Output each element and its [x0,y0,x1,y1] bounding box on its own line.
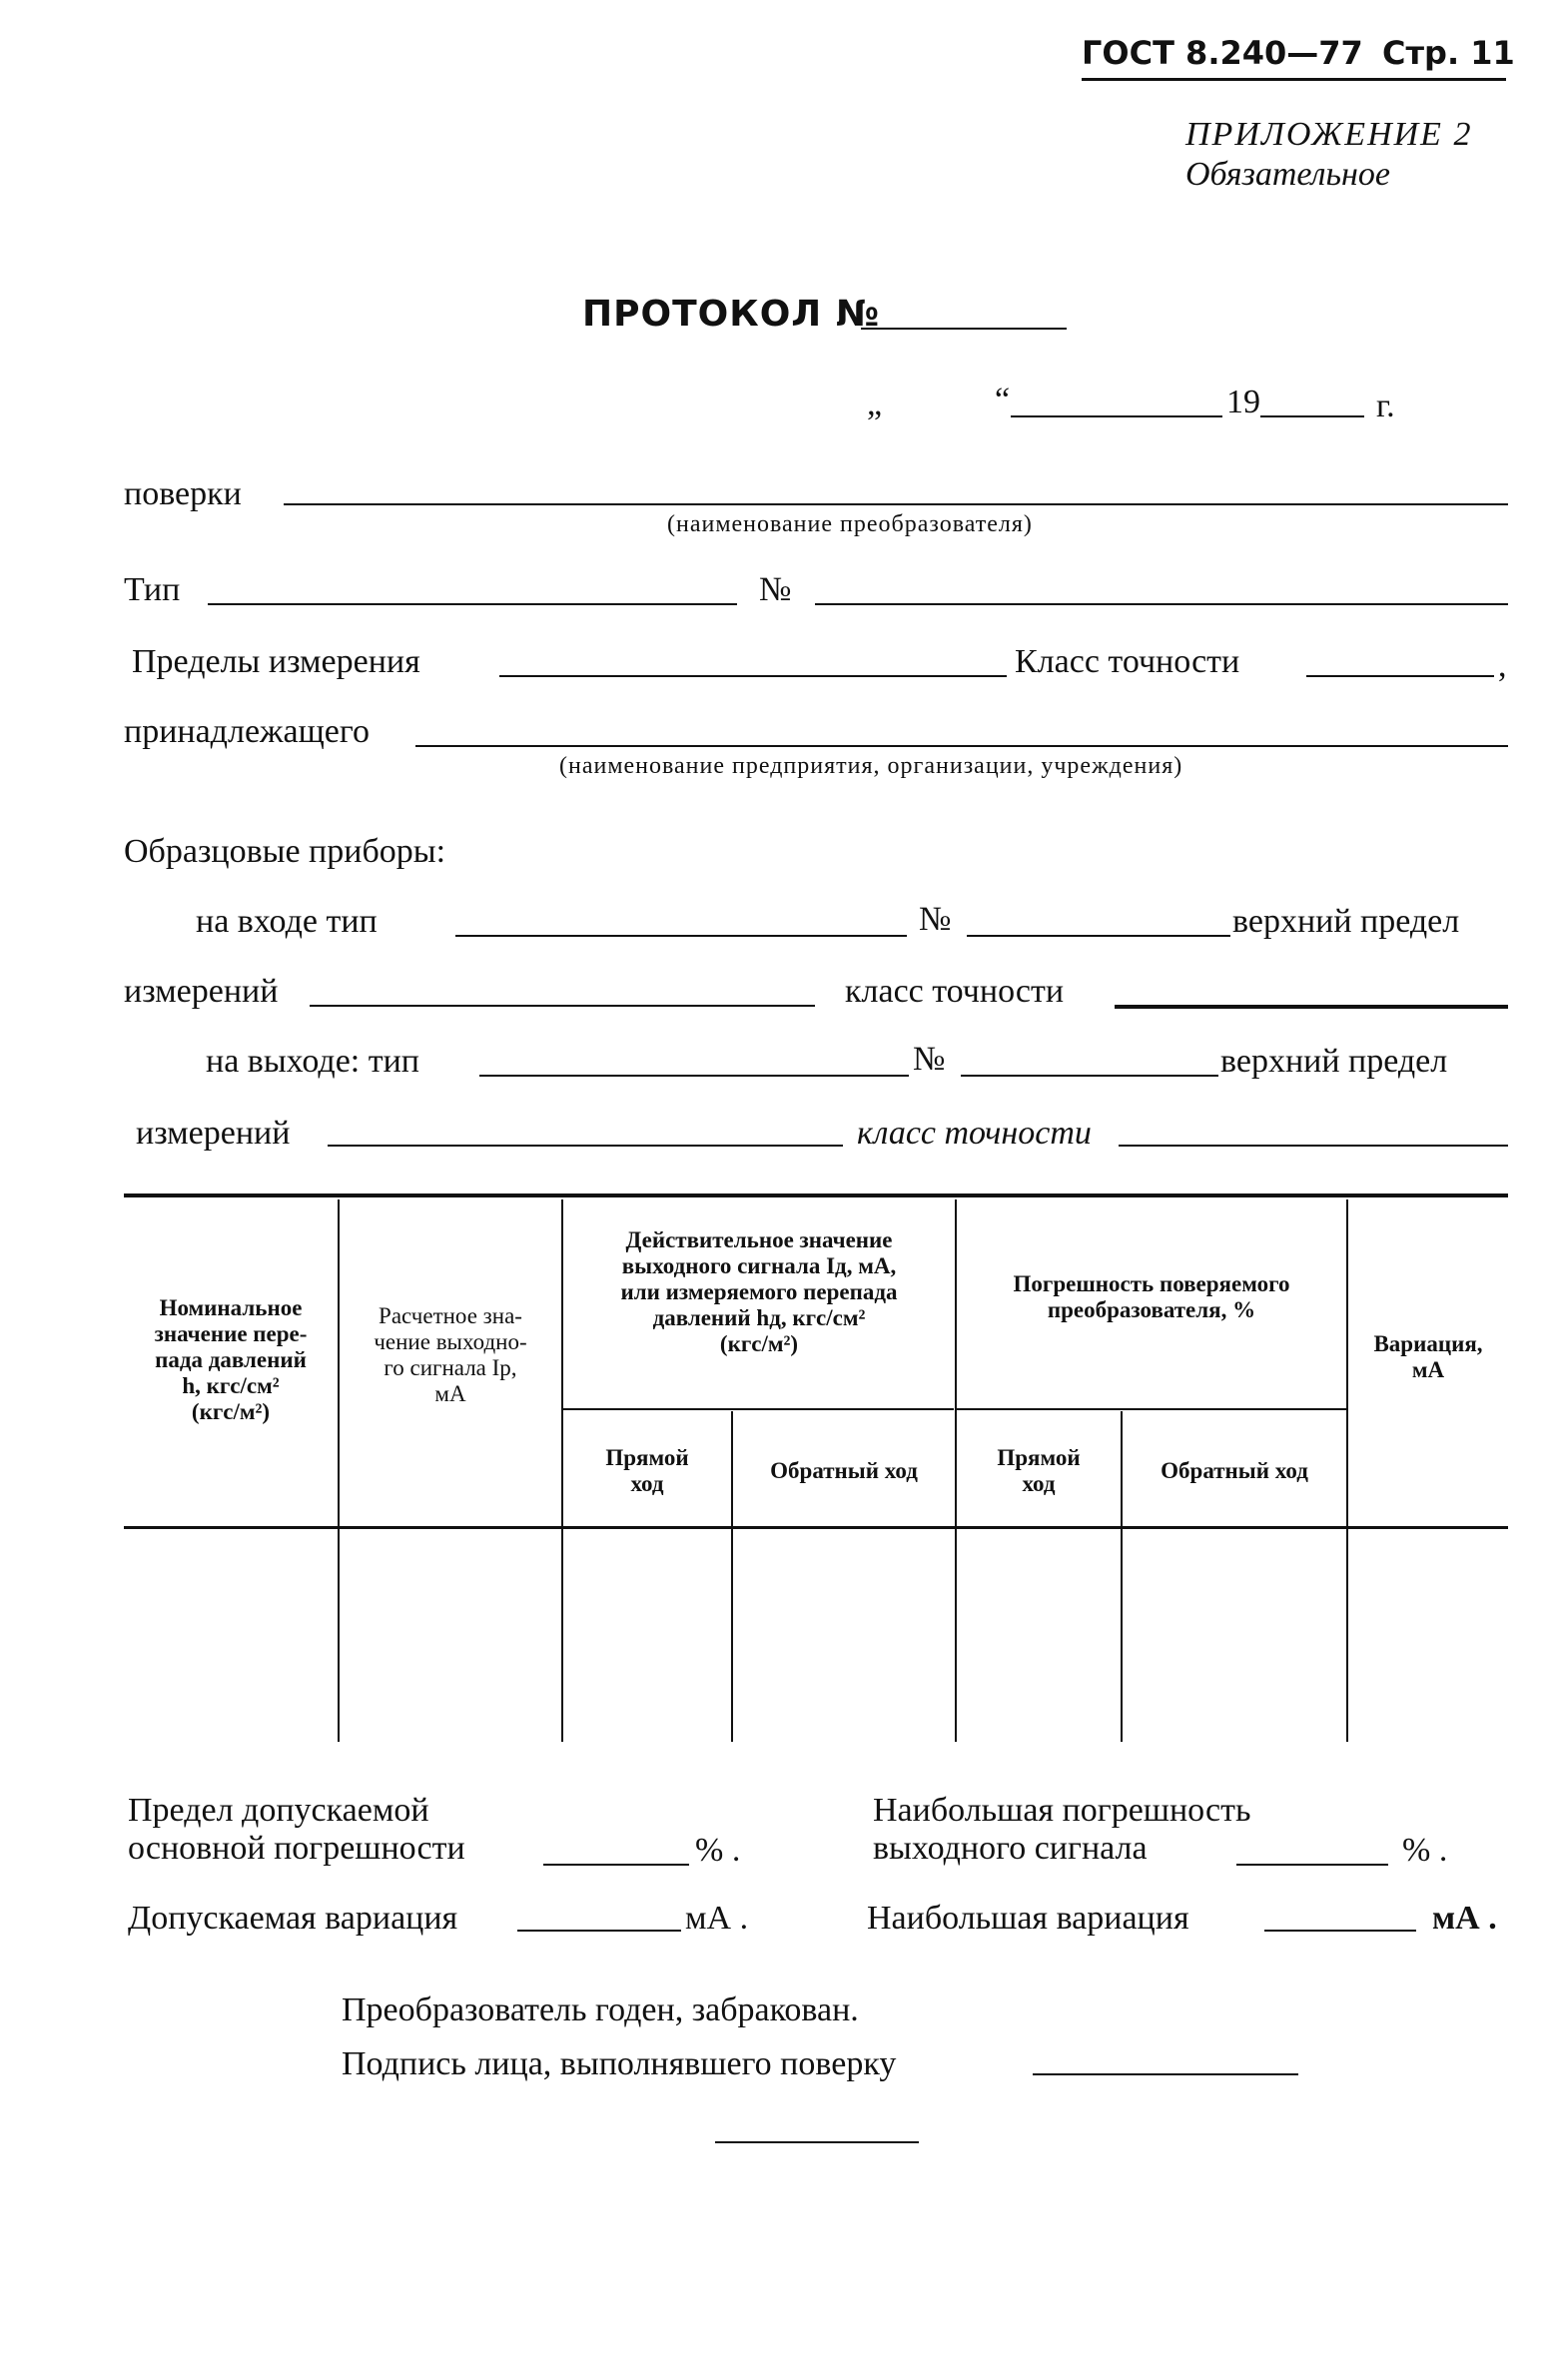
label-upper-limit-1: верхний предел [1232,903,1460,940]
percent-2: % . [1402,1832,1448,1869]
percent-1: % . [695,1832,741,1869]
label-allowed-error-1: Предел допускаемой [128,1792,429,1829]
protocol-title: ПРОТОКОЛ № [582,294,881,335]
date-year-suffix: г. [1376,388,1395,424]
ma-2: мА . [1432,1900,1497,1937]
label-poverki: поверки [124,475,242,512]
col-error-forward-header: Прямой ход [997,1445,1081,1496]
limits-field[interactable] [499,675,1007,677]
label-reference-devices: Образцовые приборы: [124,833,446,870]
table-top-rule [124,1193,1508,1197]
label-belonging: принадлежащего [124,713,370,750]
col-actual-forward-header: Прямой ход [605,1445,689,1496]
signature-label: Подпись лица, выполнявшего поверку [342,2045,897,2082]
appendix-title: ПРИЛОЖЕНИЕ 2 [1185,116,1473,153]
date-year-prefix: 19 [1226,384,1260,420]
label-max-error-2: выходного сигнала [873,1830,1148,1867]
label-allowed-variation: Допускаемая вариация [128,1900,458,1937]
col-error-reverse-header: Обратный ход [1161,1458,1308,1483]
table-header-bottom-rule [124,1526,1508,1529]
date-quote-open: „ [867,386,883,422]
type-field[interactable] [208,603,737,605]
label-number: № [759,571,792,608]
number-field[interactable] [815,603,1508,605]
col-calculated-header: Расчетное зна- чение выходно- го сигнала Iр, мА [374,1303,527,1406]
subheader-rule-2 [955,1408,1346,1410]
measurements-1-field[interactable] [310,1005,815,1007]
class-2-field[interactable] [1119,1145,1508,1147]
max-variation-field[interactable] [1264,1930,1416,1932]
signature-field[interactable] [1033,2073,1298,2075]
header-rule [1082,78,1506,81]
label-output-type: на выходе: тип [206,1043,419,1080]
col-nominal-header: Номинальное значение пере- пада давлений h, кгс/см² (кгс/м²) [154,1295,308,1424]
label-max-variation: Наибольшая вариация [867,1900,1189,1937]
label-allowed-error-2: основной погрешности [128,1830,465,1867]
label-accuracy-class: Класс точности [1015,643,1240,680]
accuracy-comma: , [1498,647,1507,684]
max-error-field[interactable] [1236,1864,1388,1866]
verification-table [124,1193,1508,1746]
label-max-error-1: Наибольшая погрешность [873,1792,1251,1829]
organization-caption: (наименование предприятия, организации, учреждения) [559,753,1183,779]
col-variation-header: Вариация, мА [1373,1331,1483,1382]
col-actual-reverse-header: Обратный ход [770,1458,918,1483]
measurements-2-field[interactable] [328,1145,843,1147]
label-input-type: на входе тип [196,903,378,940]
date-day-month-field[interactable] [1011,415,1222,417]
col-divider-1 [338,1199,340,1742]
organization-field[interactable] [415,745,1508,747]
verdict-text: Преобразователь годен, забракован. [342,1991,859,2028]
accuracy-class-field[interactable] [1306,675,1494,677]
gost-number: ГОСТ 8.240—77 [1082,34,1363,72]
subheader-rule-1 [561,1408,954,1410]
col-actual-header: Действительное значение выходного сигнала Iд, мА, или измеряемого перепада давлений hд, кгс/см² (кгс/м²) [620,1227,898,1356]
output-number-field[interactable] [961,1075,1218,1077]
label-class-2: класс точности [857,1115,1092,1152]
input-number-field[interactable] [967,935,1230,937]
allowed-error-field[interactable] [543,1864,689,1866]
converter-name-field[interactable] [284,503,1508,505]
label-type: Тип [124,571,181,608]
protocol-number-field[interactable] [861,328,1067,330]
label-upper-limit-2: верхний предел [1220,1043,1448,1080]
class-1-field[interactable] [1115,1005,1508,1009]
label-limits: Пределы измерения [132,643,420,680]
date-year-field[interactable] [1260,415,1364,417]
output-type-field[interactable] [479,1075,909,1077]
label-class-1: класс точности [845,973,1065,1010]
ma-1: мА . [685,1900,749,1937]
allowed-variation-field[interactable] [517,1930,681,1932]
label-output-number: № [913,1041,946,1078]
label-measurements-1: измерений [124,973,279,1010]
date-quote-close: “ [995,382,1011,418]
page-number: Стр. 11 [1382,34,1515,72]
appendix-type: Обязательное [1185,156,1390,193]
input-type-field[interactable] [455,935,907,937]
converter-name-caption: (наименование преобразователя) [667,511,1033,537]
closing-rule [715,2141,919,2143]
label-measurements-2: измерений [136,1115,291,1152]
label-input-number: № [919,901,952,938]
col-divider-6 [1346,1199,1348,1742]
col-error-header: Погрешность поверяемого преобразователя, % [1013,1271,1290,1322]
